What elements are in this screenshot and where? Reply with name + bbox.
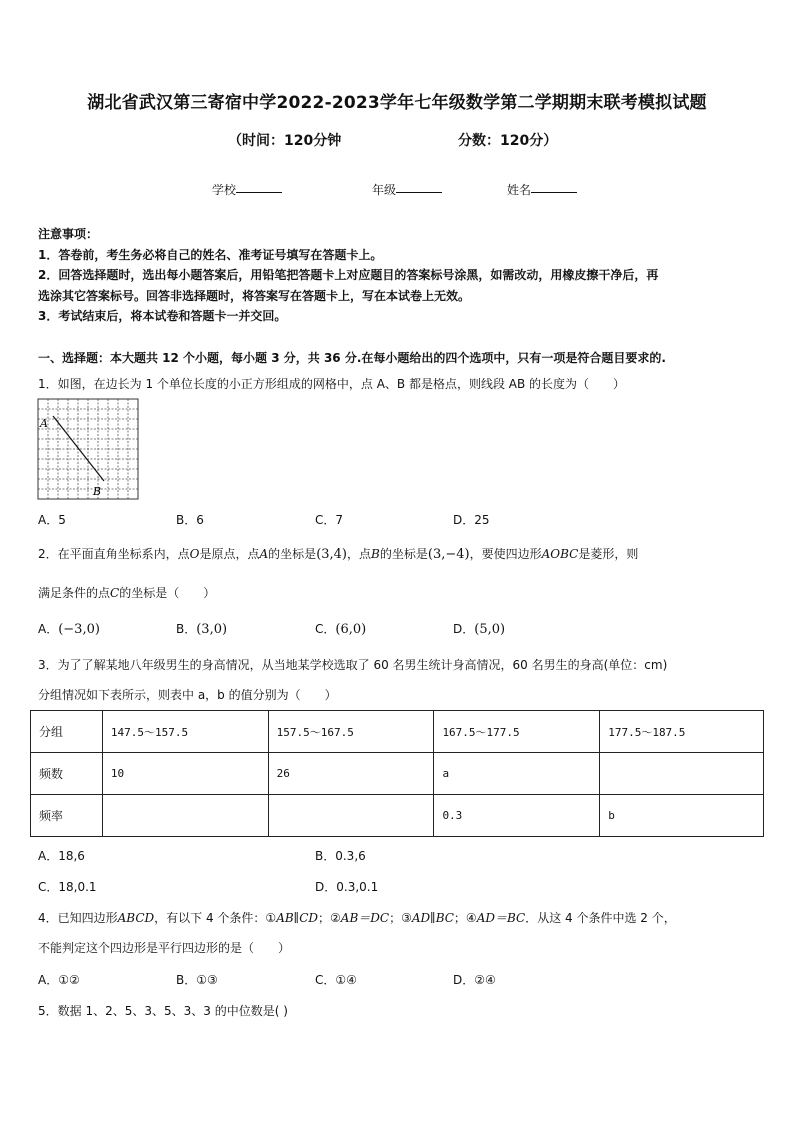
q4-text: ；③	[389, 911, 412, 925]
q4-stem-line1	[38, 909, 676, 926]
q2-text: 2．在平面直角坐标系内，点	[38, 547, 190, 561]
table-cell: 157.5～167.5	[268, 711, 434, 753]
section-heading: 一、选择题：本大题共 12 个小题，每小题 3 分，共 36 分.在每小题给出的四个选项中，只有一项是符合题目要求的.	[38, 351, 666, 365]
table-cell: a	[434, 753, 600, 795]
table-cell	[102, 795, 268, 837]
table-cell: 177.5～187.5	[600, 711, 764, 753]
q3-option-d[interactable]: D．0.3,0.1	[315, 880, 379, 894]
q4-text: 4．已知四边形	[38, 911, 118, 925]
q1-stem: 1．如图，在边长为 1 个单位长度的小正方形组成的网格中，点 A、B 都是格点，则线段 AB 的长度为（ ）	[38, 377, 626, 391]
table-cell: 分组	[31, 711, 103, 753]
q4-stem-line2: 不能判定这个四边形是平行四边形的是（ ）	[38, 941, 291, 955]
option-letter: D．	[453, 622, 475, 636]
option-value: (−3,0)	[58, 622, 100, 637]
table-cell: 0.3	[434, 795, 600, 837]
option-letter: C．	[315, 622, 336, 636]
q2-point-c: C	[110, 586, 120, 600]
table-cell: 147.5～157.5	[102, 711, 268, 753]
school-blank[interactable]	[236, 181, 282, 193]
q4-condition-1: AB∥CD	[276, 911, 319, 925]
q2-text: 是原点，点	[199, 547, 260, 561]
name-label: 姓名	[507, 183, 532, 197]
exam-subtitle	[0, 130, 794, 150]
q2-stem-line1	[38, 545, 638, 562]
name-blank[interactable]	[531, 181, 577, 193]
grade-label: 年级	[372, 183, 397, 197]
q2-coord-b: (3,−4)	[427, 547, 470, 562]
q2-text: ，点	[347, 547, 372, 561]
q2-text: 的坐标是（ ）	[119, 586, 216, 600]
q2-text: 满足条件的点	[38, 586, 111, 600]
option-value: (6,0)	[335, 622, 367, 637]
q4-option-d[interactable]: D．②④	[453, 973, 496, 987]
name-field[interactable]	[507, 181, 531, 198]
segment-ab	[53, 416, 104, 481]
table-cell: 频数	[31, 753, 103, 795]
table-cell: b	[600, 795, 764, 837]
q3-option-b[interactable]: B．0.3,6	[315, 849, 366, 863]
q4-text: ，有以下 4 个条件：①	[154, 911, 277, 925]
q2-text: 是菱形，则	[578, 547, 639, 561]
table-cell: 频率	[31, 795, 103, 837]
q4-option-b[interactable]: B．①③	[176, 973, 218, 987]
q4-option-a[interactable]: A．①②	[38, 973, 80, 987]
q1-option-d[interactable]: D．25	[453, 513, 490, 527]
option-letter: A．	[38, 622, 59, 636]
note-item: 3．考试结束后，将本试卷和答题卡一并交回。	[38, 309, 287, 323]
q3-stem-line1: 3．为了了解某地八年级男生的身高情况，从当地某学校选取了 60 名男生统计身高情况，60 名男生的身高(单位：cm)	[38, 658, 668, 672]
note-item: 2．回答选择题时，选出每小题答案后，用铅笔把答题卡上对应题目的答案标号涂黑，如需改动，用橡皮擦干净后，再	[38, 268, 659, 282]
q3-stem-line2: 分组情况如下表所示，则表中 a，b 的值分别为（ ）	[38, 688, 337, 702]
option-value: (3,0)	[196, 622, 228, 637]
q4-quad: ABCD	[117, 911, 155, 925]
q2-option-a[interactable]	[38, 620, 100, 637]
q4-condition-2: AB＝DC	[340, 911, 390, 925]
q2-point-b: B	[371, 547, 380, 561]
q2-option-b[interactable]	[176, 620, 227, 637]
q4-condition-3: AD∥BC	[411, 911, 454, 925]
notes-heading: 注意事项：	[38, 227, 99, 241]
q2-stem-line2	[38, 584, 215, 601]
q2-option-c[interactable]	[315, 620, 366, 637]
q3-frequency-table	[30, 710, 764, 837]
grid-lines	[38, 399, 138, 499]
point-b-label: B	[93, 485, 102, 498]
table-cell	[600, 753, 764, 795]
q4-condition-4: AD＝BC	[476, 911, 526, 925]
q1-option-b[interactable]: B．6	[176, 513, 204, 527]
grade-field[interactable]	[372, 181, 396, 198]
q2-text: 的坐标是	[268, 547, 317, 561]
q2-point-a: A	[259, 547, 269, 561]
q4-text: ；②	[318, 911, 341, 925]
q3-option-a[interactable]: A．18,6	[38, 849, 85, 863]
option-value: (5,0)	[474, 622, 506, 637]
table-cell: 167.5～177.5	[434, 711, 600, 753]
q4-option-c[interactable]: C．①④	[315, 973, 357, 987]
total-score: 分数：120分）	[458, 133, 558, 149]
school-label: 学校	[212, 183, 237, 197]
school-field[interactable]	[212, 181, 236, 198]
table-cell: 10	[102, 753, 268, 795]
q1-grid-figure	[37, 398, 139, 500]
table-cell	[268, 795, 434, 837]
exam-title: 湖北省武汉第三寄宿中学2022-2023学年七年级数学第二学期期末联考模拟试题	[87, 93, 707, 113]
q2-text: ，要使四边形	[469, 547, 542, 561]
q1-option-c[interactable]: C．7	[315, 513, 344, 527]
q4-text: ；④	[453, 911, 477, 925]
q2-text: 的坐标是	[379, 547, 428, 561]
q2-point-o: O	[189, 547, 200, 561]
note-item: 1．答卷前，考生务必将自己的姓名、准考证号填写在答题卡上。	[38, 248, 383, 262]
table-row	[31, 711, 764, 753]
point-a-label: A	[40, 417, 48, 430]
q2-coord-a: (3,4)	[316, 547, 348, 562]
table-cell: 26	[268, 753, 434, 795]
q4-text: ．从这 4 个条件中选 2 个，	[525, 911, 676, 925]
table-row	[31, 753, 764, 795]
q3-option-c[interactable]: C．18,0.1	[38, 880, 97, 894]
q2-quad: AOBC	[541, 547, 579, 561]
q5-stem: 5．数据 1、2、5、3、5、3、3 的中位数是( )	[38, 1004, 288, 1018]
time-limit: （时间：120分钟	[228, 133, 342, 149]
q2-option-d[interactable]	[453, 620, 505, 637]
q1-option-a[interactable]: A．5	[38, 513, 66, 527]
table-row	[31, 795, 764, 837]
note-item: 选涂其它答案标号。回答非选择题时，将答案写在答题卡上，写在本试卷上无效。	[38, 289, 471, 303]
grade-blank[interactable]	[396, 181, 442, 193]
option-letter: B．	[176, 622, 197, 636]
